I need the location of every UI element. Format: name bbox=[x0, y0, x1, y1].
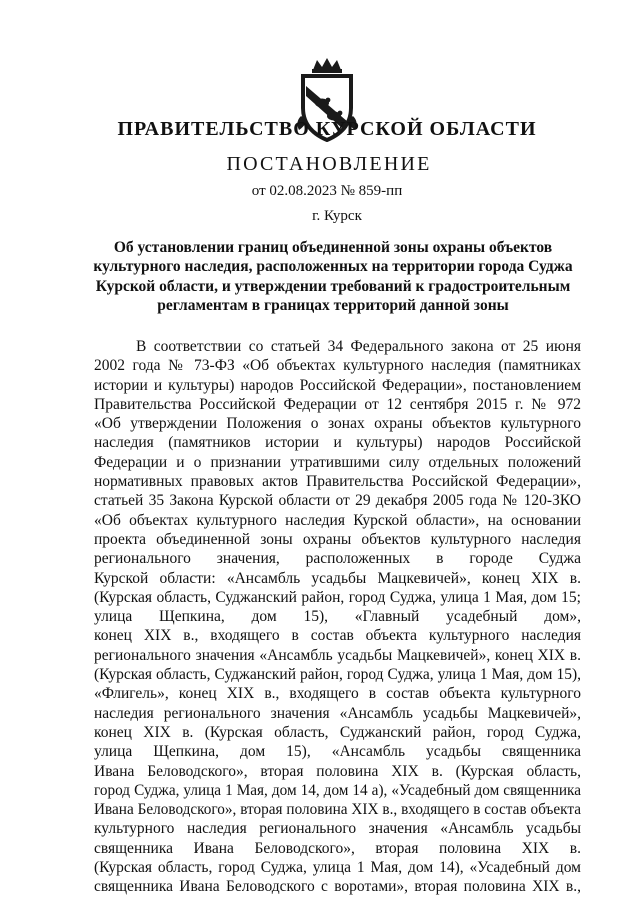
body-line: Ивана Беловодского», вторая половина XIX в., входящего в состав объекта bbox=[94, 801, 581, 819]
body-line: 2002 года № 73-ФЗ «Об объектах культурного наследия (памятниках bbox=[94, 357, 581, 375]
body-line: Правительства Российской Федерации от 12 сентября 2015 г. № 972 bbox=[94, 395, 581, 413]
document-heading bbox=[88, 238, 578, 316]
body-line: Федерации и о признании утратившими силу отдельных положений bbox=[94, 453, 581, 471]
body-line: регионального значения «Ансамбль усадьбы Мацкевичей», конец XIX в. bbox=[94, 646, 581, 664]
body-line: конец XIX в., входящего в состав объекта культурного наследия bbox=[94, 627, 581, 645]
body-line: город Суджа, улица 1 Мая, дом 14, дом 14 а), «Усадебный дом священника bbox=[94, 781, 581, 799]
body-line: наследия регионального значения «Ансамбль усадьбы Мацкевичей», bbox=[94, 704, 581, 722]
body-line: священника Ивана Беловодского», вторая половина XIX в. bbox=[94, 839, 581, 857]
heading-line: культурного наследия, расположенных на территории города Суджа bbox=[93, 258, 573, 276]
body-line: Курской области: «Ансамбль усадьбы Мацкевичей», конец XIX в. bbox=[94, 569, 581, 587]
body-line: (Курская область, Суджанский район, город Суджа, улица 1 Мая, дом 15), bbox=[94, 666, 581, 684]
government-title: ПРАВИТЕЛЬСТВО КУРСКОЙ ОБЛАСТИ bbox=[117, 118, 537, 140]
heading-line: регламентам в границах территорий данной зоны bbox=[157, 297, 509, 315]
body-line: нормативных правовых актов Правительства Российской Федерации», bbox=[94, 473, 581, 491]
body-line: культурного наследия регионального значения «Ансамбль усадьбы bbox=[94, 820, 581, 838]
body-line: Ивана Беловодского», вторая половина XIX в. (Курская область, bbox=[94, 762, 581, 780]
body-line: (Курская область, Суджанский район, город Суджа, улица 1 Мая, дом 15; bbox=[94, 588, 581, 606]
body-line: «Об утверждении Положения о зонах охраны объектов культурного bbox=[94, 415, 581, 433]
body-line: священника Ивана Беловодского с воротами», вторая половина XIX в., bbox=[94, 878, 581, 896]
body-line: истории и культуры) народов Российской Федерации», постановлением bbox=[94, 376, 581, 394]
body-line: (Курская область, город Суджа, улица 1 Мая, дом 14), «Усадебный дом bbox=[94, 859, 581, 877]
body-line: В соответствии со статьей 34 Федерального закона от 25 июня bbox=[136, 338, 581, 355]
body-line: «Об объектах культурного наследия Курской области», на основании bbox=[94, 511, 581, 529]
body-line: статьей 35 Закона Курской области от 29 декабря 2005 года № 120-ЗКО bbox=[94, 492, 581, 510]
body-line: улица Щепкина, дом 15), «Главный усадебный дом», bbox=[94, 608, 581, 626]
body-line: улица Щепкина, дом 15), «Ансамбль усадьбы священника bbox=[94, 743, 581, 761]
body-line: конец XIX в. (Курская область, Суджанский район, город Суджа, bbox=[94, 723, 581, 741]
body-line: регионального значения, расположенных в городе Суджа bbox=[94, 550, 581, 568]
document-date-number: от 02.08.2023 № 859-пп bbox=[251, 183, 403, 199]
heading-line: Курской области, и утверждении требований к градостроительным bbox=[95, 277, 571, 295]
body-line: «Флигель», конец XIX в., входящего в состав объекта культурного bbox=[94, 685, 581, 703]
document-body bbox=[94, 337, 581, 897]
body-line: наследия (памятников истории и культуры) народов Российской bbox=[94, 434, 581, 452]
heading-line: Об установлении границ объединенной зоны охраны объектов bbox=[113, 239, 553, 256]
document-type: ПОСТАНОВЛЕНИЕ bbox=[226, 153, 432, 175]
body-line: проекта объединенной зоны охраны объектов культурного наследия bbox=[94, 530, 581, 548]
document-place: г. Курск bbox=[312, 208, 362, 224]
